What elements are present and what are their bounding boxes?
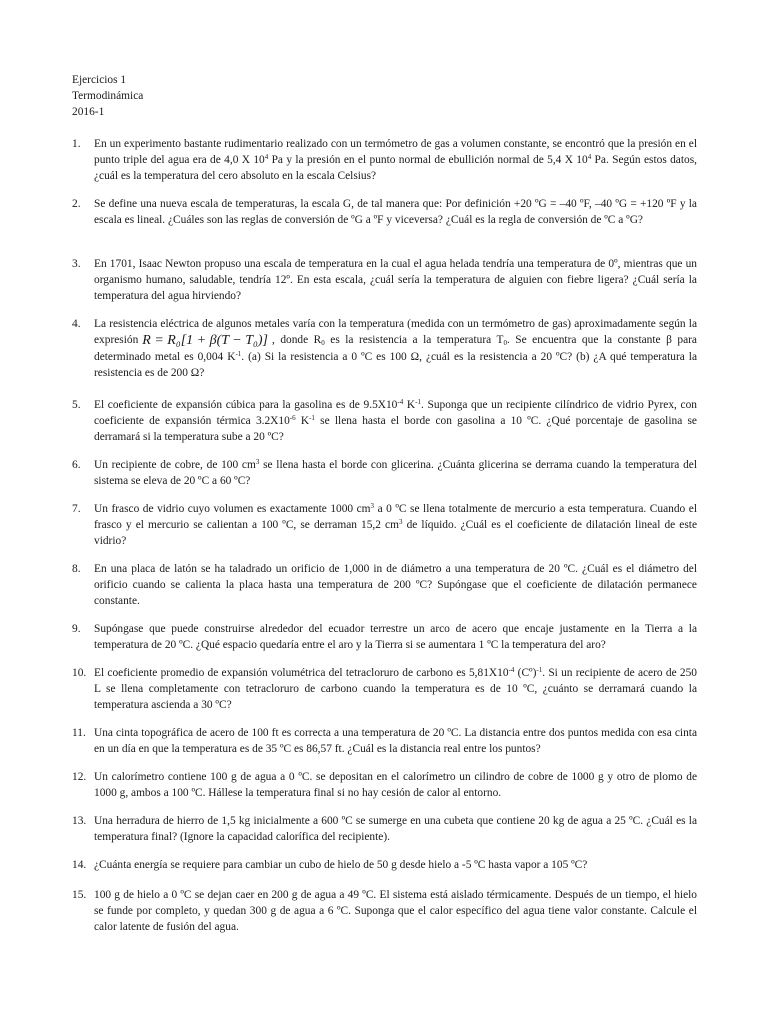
exercise-13 (72, 813, 697, 845)
exercise-text (94, 457, 697, 489)
exercise-number: 4. (72, 318, 81, 330)
text-run: Pa. Según estos datos, ¿cuál es la temperatura del cero absoluto en la escala Celsius? (94, 154, 697, 182)
exercise-number: 8. (72, 563, 81, 575)
exercise-number: 2. (72, 198, 81, 210)
exercise-12 (72, 769, 697, 801)
exercise-text (94, 501, 697, 549)
exercise-text: ¿Cuánta energía se requiere para cambiar un cubo de hielo de 50 g desde hielo a -5 ºC hasta vapor a 105 ºC? (94, 859, 588, 871)
superscript: 3 (255, 458, 260, 466)
superscript: 3 (370, 502, 375, 510)
exercise-number: 7. (72, 503, 81, 515)
resistance-formula: R = R₀[1 + β(T − T₀)] (142, 333, 268, 348)
document-header (72, 72, 143, 120)
text-run: . (a) Si la resistencia a 0 ºC es 100 Ω, ¿cuál es la resistencia a 20 ºC? (b) ¿A qué temperatura la resistencia es de 200 Ω? (94, 351, 697, 379)
text-run: . Se encuentra que la constante β para determinado metal es 0,004 K (94, 334, 697, 363)
exercise-number: 12. (72, 771, 87, 783)
exercise-number: 9. (72, 623, 81, 635)
exercise-text: Un calorímetro contiene 100 g de agua a 0 ºC. se depositan en el calorímetro un cilindro de cobre de 1000 g y otro de plomo de 1000 g, ambos a 100 ºC. Hállese la temperatura final si no hay cesión de calor al entorno. (94, 771, 697, 799)
exercise-number: 10. (72, 667, 87, 679)
text-run: (Cº) (514, 667, 537, 679)
exercise-8 (72, 561, 697, 609)
exercise-3 (72, 256, 697, 304)
text-run: . Si un recipiente de acero de 250 L se llena completamente con tetracloruro de carbono cuando la temperatura es de 10 ºC, ¿cuánto se derramará cuando la temperatura ascienda a 30 ºC? (94, 667, 697, 711)
exercise-15 (72, 887, 697, 935)
text-run: a 0 ºC se llena totalmente de mercurio a esta temperatura. Cuando el frasco y el mercurio se calientan a 100 ºC, se derraman 15,2 cm (94, 503, 697, 531)
exercise-text: Una cinta topográfica de acero de 100 ft es correcta a una temperatura de 20 ºC. La distancia entre dos puntos medida con esa cinta en un día en que la temperatura es de 35 ºC es 86,57 ft. ¿Cuál es la distancia real entre los puntos? (94, 727, 697, 755)
exercise-2 (72, 196, 697, 228)
exercise-number: 13. (72, 815, 87, 827)
exercise-10 (72, 665, 697, 713)
exercise-number: 11. (72, 727, 86, 739)
subscript: 0 (321, 339, 325, 347)
exercise-number: 14. (72, 859, 87, 871)
text-run: se llena hasta el borde con glicerina. ¿Cuánta glicerina se derrama cuando la temperatura del sistema se eleva de 20 ºC a 60 ºC? (94, 459, 698, 487)
exercise-1 (72, 136, 697, 184)
exercise-number: 6. (72, 459, 81, 471)
exercise-9 (72, 621, 697, 653)
header-term: 2016-1 (72, 106, 105, 118)
exercise-14 (72, 857, 697, 873)
exercise-number: 15. (72, 889, 87, 901)
superscript: 4 (587, 153, 592, 161)
exercise-text: Supóngase que puede construirse alrededor del ecuador terrestre un arco de acero que encaje justamente en la Tierra a la temperatura de 20 ºC. ¿Qué espacio quedaría entre el aro y la Tierra si se aumentara 1 ºC la temperatura del aro? (94, 623, 697, 651)
exercise-5 (72, 397, 697, 445)
superscript: 3 (398, 518, 403, 526)
text-run: K (295, 415, 310, 427)
superscript: -6 (289, 414, 296, 422)
text-run: se llena hasta el borde con gasolina a 10 ºC. ¿Qué porcentaje de gasolina se derramará si la temperatura sube a 20 ºC? (94, 415, 697, 443)
text-run: , donde R (272, 334, 322, 346)
exercise-number: 5. (72, 399, 81, 411)
text-run: El coeficiente de expansión cúbica para la gasolina es de 9.5X10 (94, 399, 398, 411)
exercise-text: Se define una nueva escala de temperaturas, la escala G, de tal manera que: Por definición +20 ºG = –40 ºF, –40 ºG = +120 ºF y la escala es lineal. ¿Cuáles son las reglas de conversión de ºG a ºF y viceversa? ¿Cuál es la regla de conversión de ºC a ºG? (94, 198, 697, 226)
exercise-text: Una herradura de hierro de 1,5 kg inicialmente a 600 ºC se sumerge en una cubeta que contiene 20 kg de agua a 25 ºC. ¿Cuál es la temperatura final? (Ignore la capacidad calorífica del recipiente). (94, 815, 697, 843)
exercise-number: 3. (72, 258, 81, 270)
exercise-text: En una placa de latón se ha taladrado un orificio de 1,000 in de diámetro a una temperatura de 20 ºC. ¿Cuál es el diámetro del orificio cuando se calienta la placa hasta una temperatura de 200 ºC? Supóngase que el coeficiente de dilatación permanece constante. (94, 563, 697, 607)
text-run: El coeficiente promedio de expansión volumétrica del tetracloruro de carbono es 5,81X10 (94, 667, 509, 679)
superscript: -1 (309, 414, 315, 422)
exercise-text (94, 316, 697, 381)
exercise-text: En 1701, Isaac Newton propuso una escala de temperatura en la cual el agua helada tendría una temperatura de 0º, mientras que un organismo humano, saludable, tendría 12º. En esta escala, ¿cuál sería la temperatura de alguien con fiebre ligera? ¿Cuál sería la temperatura del agua hirviendo? (94, 258, 697, 302)
text-run: K (403, 399, 416, 411)
text-run: Un recipiente de cobre, de 100 cm (94, 459, 256, 471)
exercise-11 (72, 725, 697, 757)
text-run: En un experimento bastante rudimentario realizado con un termómetro de gas a volumen constante, se encontró que la presión en el punto triple del agua era de 4,0 X 10 (94, 138, 697, 166)
exercise-text (94, 136, 697, 184)
text-run: . Suponga que un recipiente cilíndrico de vidrio Pyrex, con coeficiente de expansión térmica 3.2X10 (94, 399, 698, 427)
header-course: Ejercicios 1 (72, 74, 127, 86)
superscript: -1 (536, 666, 543, 674)
text-run: de líquido. ¿Cuál es el coeficiente de dilatación lineal de este vidrio? (94, 519, 697, 547)
superscript: -1 (235, 350, 242, 358)
exercise-text: 100 g de hielo a 0 ºC se dejan caer en 200 g de agua a 49 ºC. El sistema está aislado térmicamente. Después de un tiempo, el hielo se funde por completo, y quedan 300 g de agua a 6 ºC. Suponga que el calor específico del agua tiene valor constante. Calcule el calor latente de fusión del agua. (94, 889, 697, 933)
header-subject: Termodinámica (72, 90, 144, 102)
text-run: es la resistencia a la temperatura T (324, 334, 504, 346)
text-run: Un frasco de vidrio cuyo volumen es exactamente 1000 cm (94, 503, 371, 515)
exercise-7 (72, 501, 697, 549)
superscript: 4 (264, 153, 269, 161)
exercise-text (94, 397, 697, 445)
superscript: -1 (415, 398, 421, 406)
exercise-6 (72, 457, 697, 489)
superscript: -4 (508, 666, 515, 674)
exercise-number: 1. (72, 138, 81, 150)
text-run: Pa y la presión en el punto normal de ebullición normal de 5,4 X 10 (268, 154, 588, 166)
exercise-text (94, 665, 697, 713)
text-run: La resistencia eléctrica de algunos metales varía con la temperatura (medida con un termómetro de gas) aproximadamente según la expresión (94, 318, 697, 346)
superscript: -4 (397, 398, 404, 406)
exercise-4 (72, 316, 697, 381)
subscript: 0 (503, 339, 507, 347)
